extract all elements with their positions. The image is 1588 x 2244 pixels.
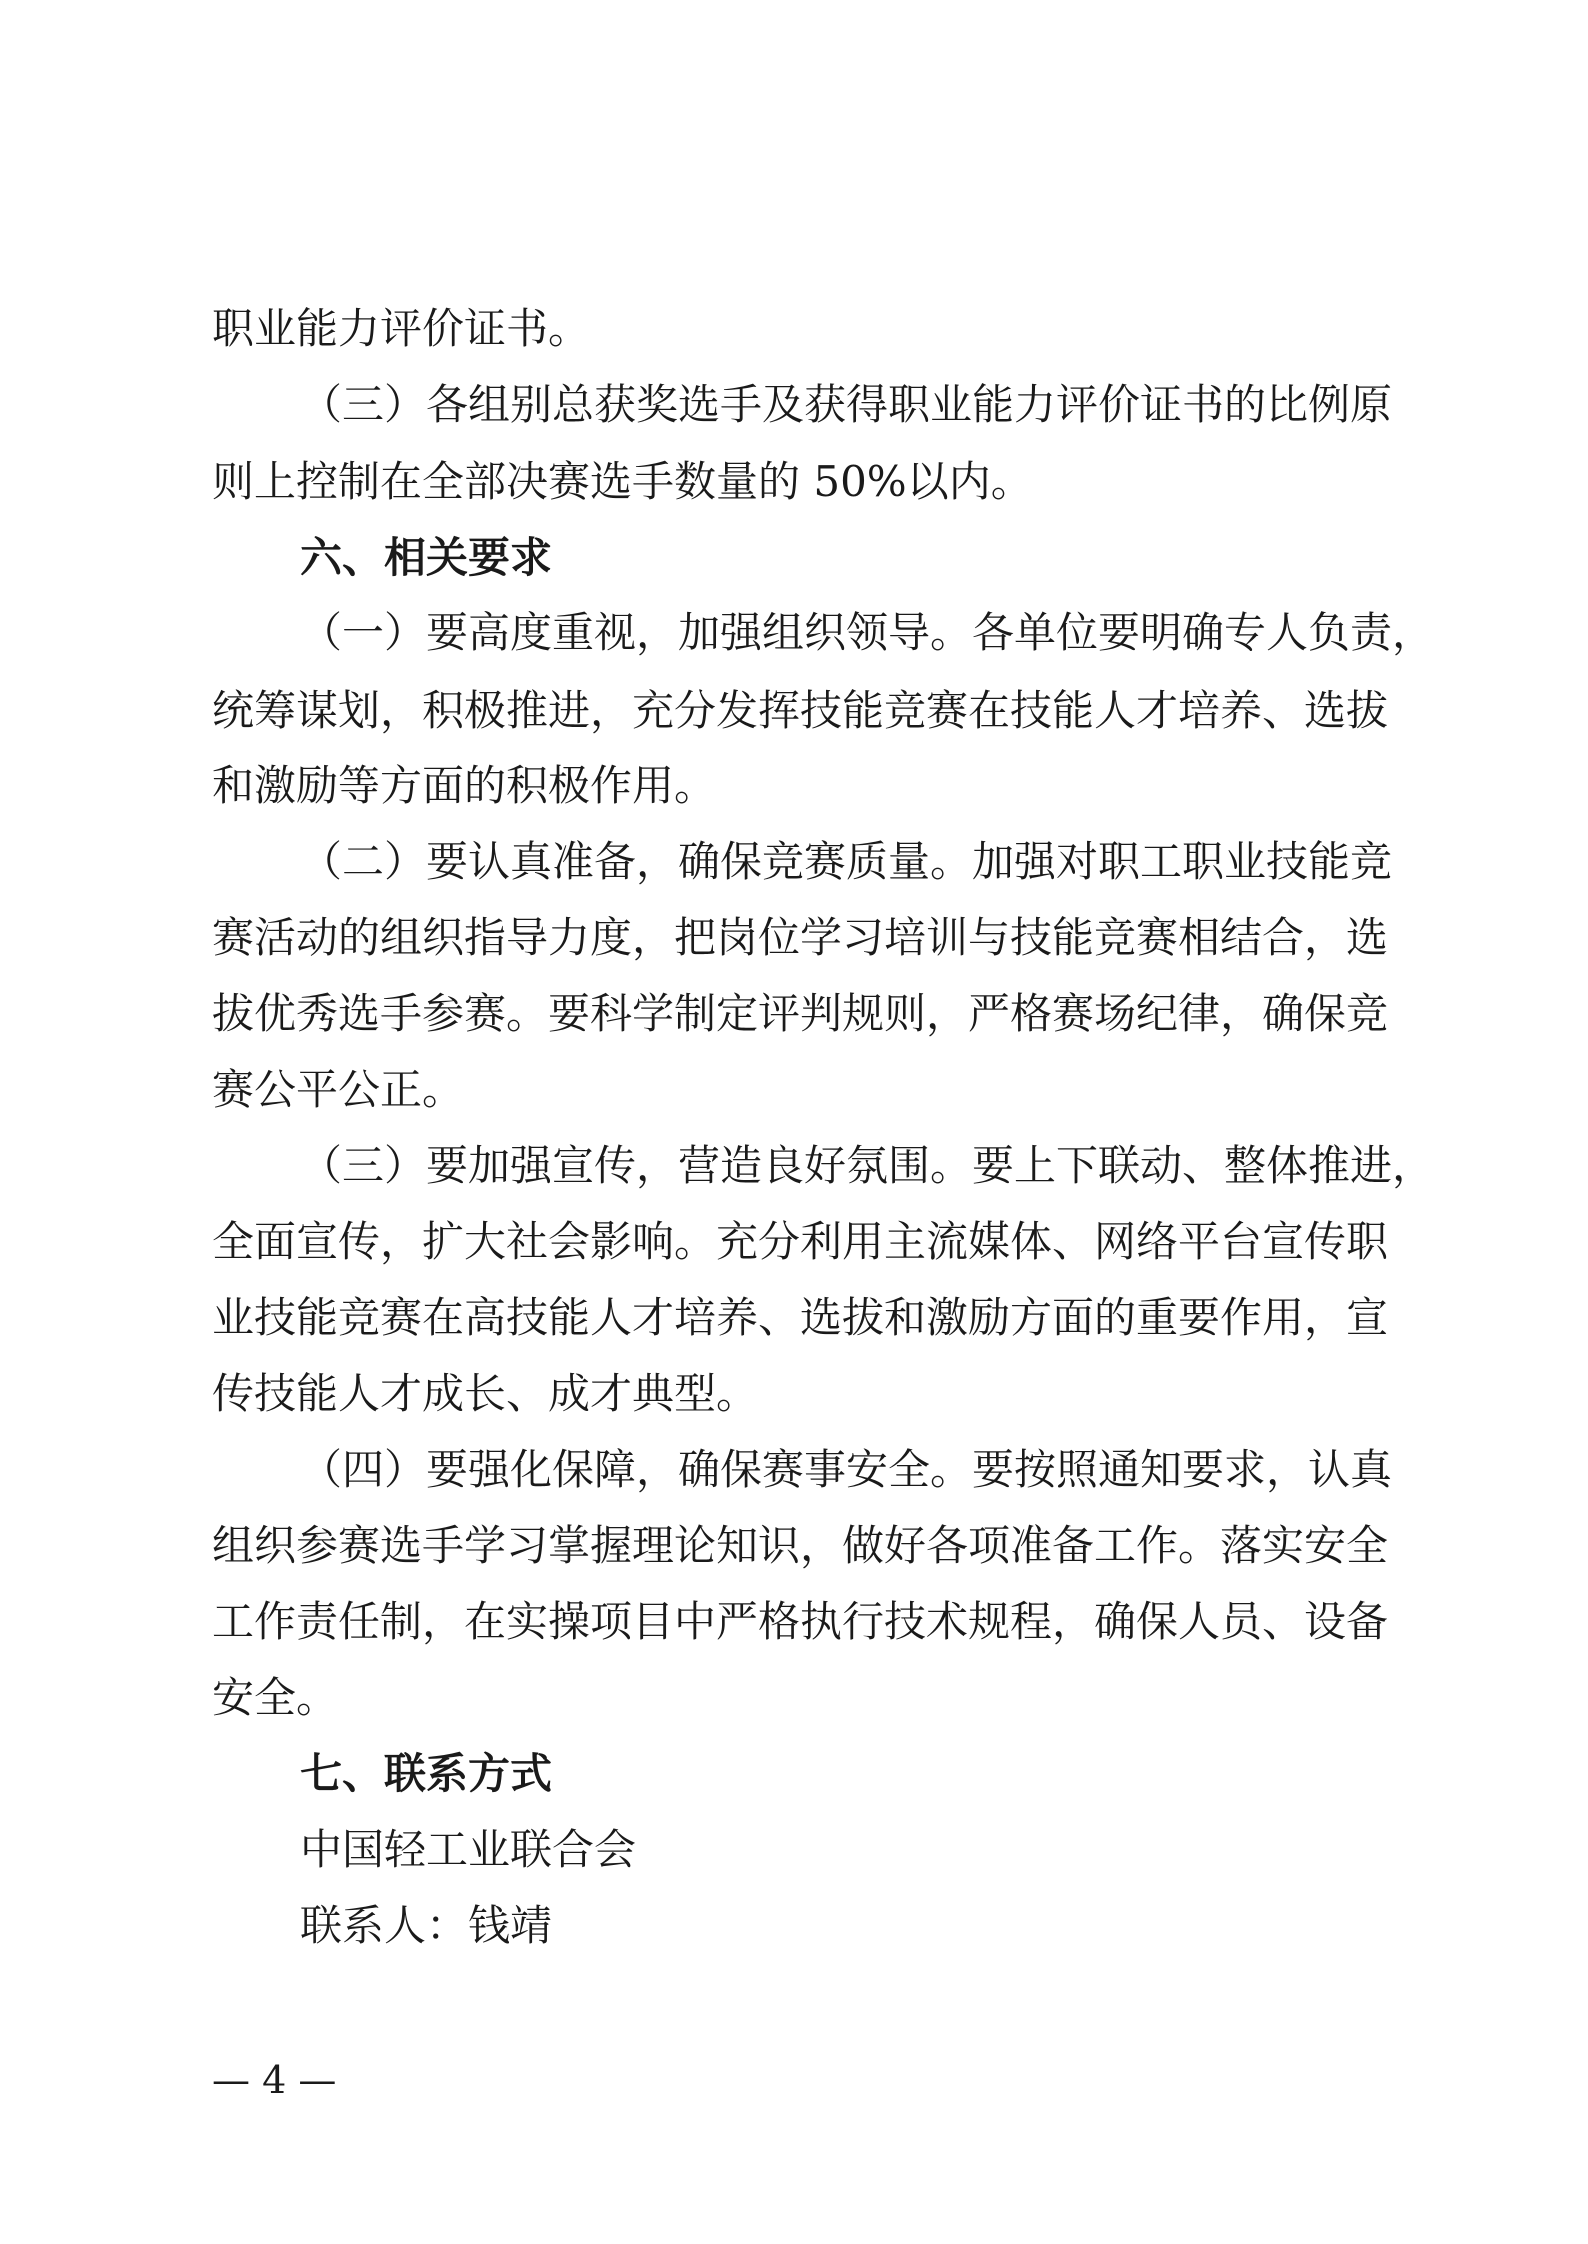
- text-line: 业技能竞赛在高技能人才培养、选拔和激励方面的重要作用，宣: [212, 1293, 1389, 1342]
- text-line: 赛活动的组织指导力度，把岗位学习培训与技能竞赛相结合，选: [212, 913, 1389, 962]
- text-line: 职业能力评价证书。: [212, 304, 591, 353]
- text-line: （三）各组别总获奖选手及获得职业能力评价证书的比例原: [300, 380, 1393, 429]
- text-line: 统筹谋划，积极推进，充分发挥技能竞赛在技能人才培养、选拔: [212, 686, 1389, 735]
- page-number: — 4 —: [212, 2058, 337, 2102]
- text-line: 工作责任制，在实操项目中严格执行技术规程，确保人员、设备: [212, 1597, 1389, 1646]
- text-line: 和激励等方面的积极作用。: [212, 761, 717, 810]
- text-line: 全面宣传，扩大社会影响。充分利用主流媒体、网络平台宣传职: [212, 1217, 1389, 1266]
- text-line: 拔优秀选手参赛。要科学制定评判规则，严格赛场纪律，确保竞: [212, 989, 1389, 1038]
- text-line: 中国轻工业联合会: [300, 1825, 637, 1874]
- section-heading: 七、联系方式: [300, 1749, 553, 1798]
- text-line: 联系人：钱靖: [300, 1901, 553, 1950]
- text-line: （三）要加强宣传，营造良好氛围。要上下联动、整体推进，: [300, 1141, 1435, 1190]
- text-line: 安全。: [212, 1673, 339, 1722]
- text-line: （二）要认真准备，确保竞赛质量。加强对职工职业技能竞: [300, 837, 1393, 886]
- text-line: 则上控制在全部决赛选手数量的 50%以内。: [212, 457, 1033, 506]
- text-line: 赛公平公正。: [212, 1065, 465, 1114]
- section-heading: 六、相关要求: [300, 533, 553, 582]
- text-line: 传技能人才成长、成才典型。: [212, 1369, 759, 1418]
- text-line: （四）要强化保障，确保赛事安全。要按照通知要求，认真: [300, 1445, 1393, 1494]
- text-line: 组织参赛选手学习掌握理论知识，做好各项准备工作。落实安全: [212, 1521, 1389, 1570]
- text-line: （一）要高度重视，加强组织领导。各单位要明确专人负责，: [300, 608, 1435, 657]
